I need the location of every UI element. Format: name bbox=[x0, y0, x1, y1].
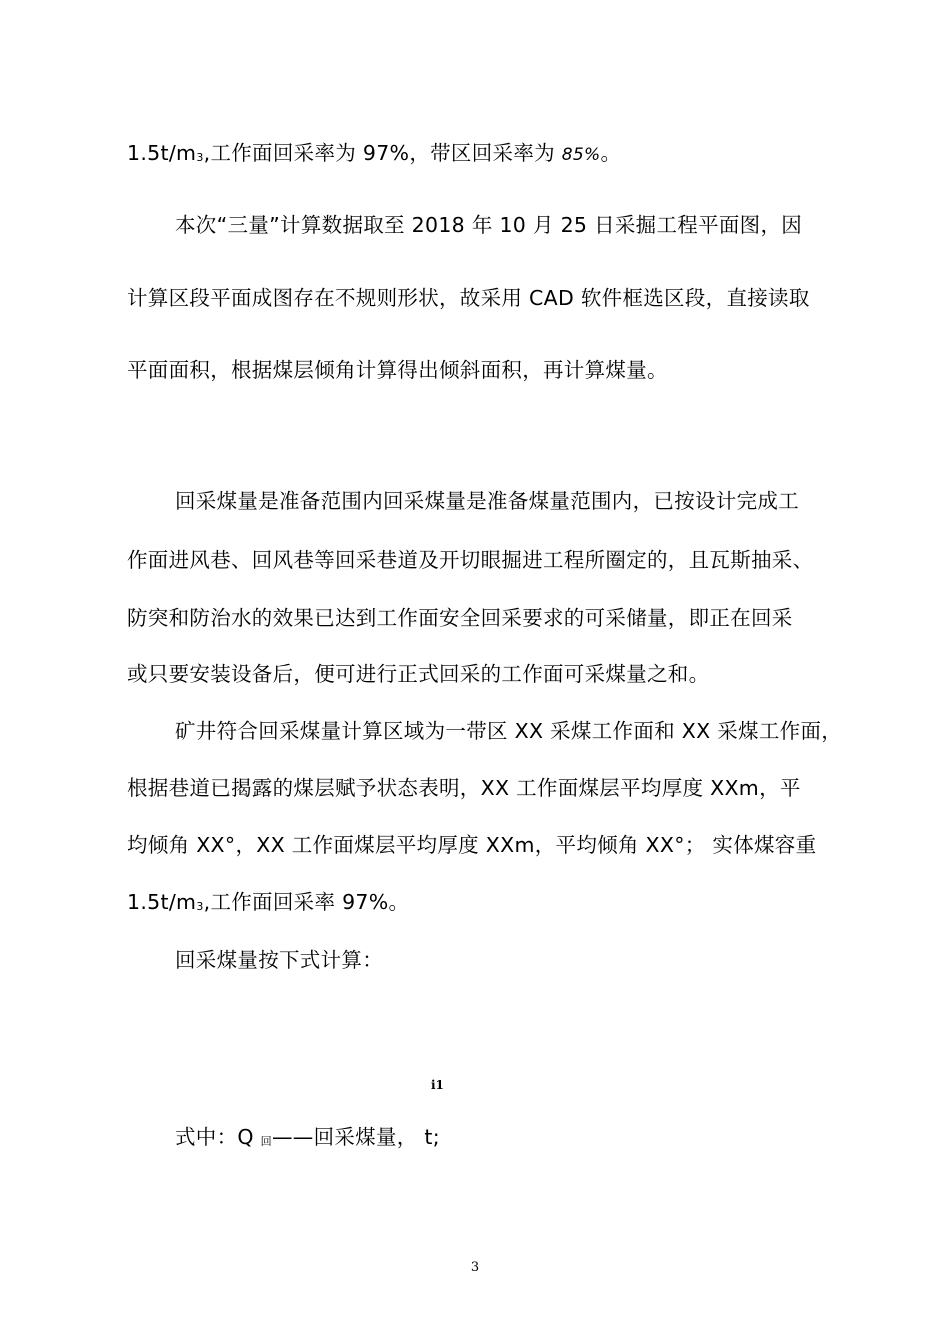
text-line: 平面面积，根据煤层倾角计算得出倾斜面积，再计算煤量。 bbox=[127, 358, 668, 382]
text-line: 根据巷道已揭露的煤层赋予状态表明，XX 工作面煤层平均厚度 XXm，平 bbox=[127, 776, 801, 800]
text-line: 矿井符合回采煤量计算区域为一带区 XX 采煤工作面和 XX 采煤工作面， bbox=[175, 719, 843, 743]
text-line: 回采煤量按下式计算： bbox=[175, 948, 383, 972]
text-line: 回采煤量是准备范围内回采煤量是准备煤量范围内，已按设计完成工 bbox=[175, 489, 799, 513]
text-line: 防突和防治水的效果已达到工作面安全回采要求的可采储量，即正在回采 bbox=[127, 606, 793, 630]
text-line: 作面进风巷、回风巷等回采巷道及开切眼掘进工程所圈定的，且瓦斯抽采、 bbox=[127, 548, 814, 572]
page-number: 3 bbox=[470, 1260, 480, 1275]
text-line: 式中：Q 回——回采煤量， t; bbox=[175, 1125, 440, 1149]
text-line: 1.5t/m3,工作面回采率为 97%，带区回采率为 85%。 bbox=[127, 141, 622, 165]
text-line: 1.5t/m3,工作面回采率 97%。 bbox=[127, 890, 410, 914]
text-line: 均倾角 XX°，XX 工作面煤层平均厚度 XXm，平均倾角 XX°； 实体煤容重 bbox=[127, 833, 817, 857]
text-line: 或只要安装设备后，便可进行正式回采的工作面可采煤量之和。 bbox=[127, 662, 710, 686]
text-line: 计算区段平面成图存在不规则形状，故采用 CAD 软件框选区段，直接读取 bbox=[127, 286, 810, 310]
formula-placeholder: i1 bbox=[431, 1078, 444, 1092]
text-line: 本次“三量”计算数据取至 2018 年 10 月 25 日采掘工程平面图，因 bbox=[175, 213, 803, 237]
